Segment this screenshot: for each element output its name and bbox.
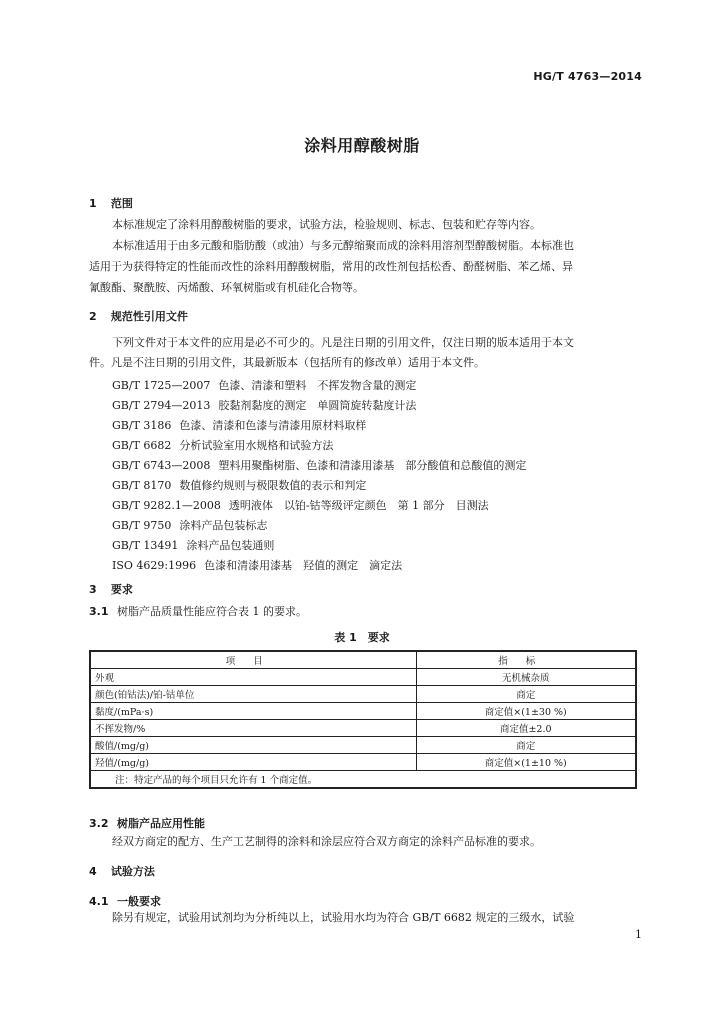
reference-title: 色漆、清漆和色漆与清漆用原材料取样 <box>179 419 367 432</box>
reference-title: 分析试验室用水规格和试验方法 <box>179 439 334 452</box>
reference-item <box>112 397 424 413</box>
section-number: 4 <box>89 865 97 878</box>
table-row <box>90 720 636 737</box>
reference-item <box>112 437 341 453</box>
reference-code: GB/T 13491 <box>112 539 179 552</box>
subsection-4-1-heading <box>89 893 161 909</box>
reference-code: GB/T 6743—2008 <box>112 459 211 472</box>
document-title: 涂料用醇酸树脂 <box>304 136 420 155</box>
subsection-number: 3.2 <box>89 817 109 830</box>
section-1-heading <box>89 195 133 211</box>
row-value: 商定值±2.0 <box>416 720 636 737</box>
table-caption: 表 1 要求 <box>334 631 390 644</box>
row-item: 颜色(铂钴法)/铂-钴单位 <box>90 686 416 703</box>
section-1-para-1: 本标准规定了涂料用醇酸树脂的要求，试验方法，检验规则、标志、包装和贮存等内容。 <box>112 218 541 231</box>
reference-code: GB/T 1725—2007 <box>112 379 211 392</box>
table-note: 注：特定产品的每个项目只允许有 1 个商定值。 <box>90 771 636 789</box>
table-header-row <box>90 651 636 669</box>
reference-title: 塑料用聚酯树脂、色漆和清漆用漆基 部分酸值和总酸值的测定 <box>218 459 527 472</box>
section-number: 2 <box>89 310 97 323</box>
reference-item <box>112 457 534 473</box>
reference-item <box>112 517 275 533</box>
reference-item <box>112 537 282 553</box>
row-value: 商定值×(1±30 %) <box>416 703 636 720</box>
row-item: 外观 <box>90 669 416 686</box>
subsection-title: 树脂产品应用性能 <box>117 817 205 830</box>
row-item: 不挥发物/% <box>90 720 416 737</box>
standard-number: HG/T 4763—2014 <box>533 70 642 83</box>
header-index: 指标 <box>416 651 636 669</box>
subsection-number: 4.1 <box>89 895 109 908</box>
section-2-intro-line: 下列文件对于本文件的应用是必不可少的。凡是注日期的引用文件，仅注日期的版本适用于本文 <box>112 336 574 349</box>
section-title: 范围 <box>110 197 133 210</box>
reference-code: GB/T 9282.1—2008 <box>112 499 221 512</box>
section-title: 规范性引用文件 <box>110 310 188 323</box>
reference-item <box>112 377 424 393</box>
section-number: 3 <box>89 583 97 596</box>
section-1-para-2-line: 氰酸酯、聚酰胺、丙烯酸、环氧树脂或有机硅化合物等。 <box>89 281 364 294</box>
header-item: 项目 <box>90 651 416 669</box>
section-2-intro-line: 件。凡是不注日期的引用文件，其最新版本（包括所有的修改单）适用于本文件。 <box>89 356 485 369</box>
subsection-3-1 <box>89 602 307 622</box>
section-2-heading <box>89 308 188 324</box>
table-row <box>90 737 636 754</box>
reference-item <box>112 557 410 573</box>
reference-title: 胶黏剂黏度的测定 单圆筒旋转黏度计法 <box>218 399 417 412</box>
section-1-para-2-line: 适用于为获得特定的性能而改性的涂料用醇酸树脂，常用的改性剂包括松香、酚醛树脂、苯乙烯、异 <box>89 260 573 273</box>
reference-title: 色漆和清漆用漆基 羟值的测定 滴定法 <box>204 559 403 572</box>
row-value: 商定 <box>416 686 636 703</box>
row-value: 商定 <box>416 737 636 754</box>
row-item: 酸值/(mg/g) <box>90 737 416 754</box>
subsection-number: 3.1 <box>89 605 109 618</box>
reference-item <box>112 417 374 433</box>
section-1-para-2-line: 本标准适用于由多元酸和脂肪酸（或油）与多元醇缩聚而成的涂料用溶剂型醇酸树脂。本标准也 <box>112 239 574 252</box>
row-item: 黏度/(mPa·s) <box>90 703 416 720</box>
reference-title: 数值修约规则与极限数值的表示和判定 <box>179 479 367 492</box>
reference-code: GB/T 6682 <box>112 439 172 452</box>
section-4-heading <box>89 863 155 879</box>
section-3-heading <box>89 581 133 597</box>
reference-code: GB/T 9750 <box>112 519 172 532</box>
subsection-text: 树脂产品质量性能应符合表 1 的要求。 <box>117 605 307 618</box>
row-value: 商定值×(1±10 %) <box>416 754 636 771</box>
reference-title: 涂料产品包装通则 <box>186 539 275 552</box>
row-value: 无机械杂质 <box>416 669 636 686</box>
reference-code: GB/T 2794—2013 <box>112 399 211 412</box>
reference-code: GB/T 3186 <box>112 419 172 432</box>
reference-code: ISO 4629:1996 <box>112 559 197 572</box>
page-number: 1 <box>635 928 642 941</box>
reference-title: 色漆、清漆和塑料 不挥发物含量的测定 <box>218 379 417 392</box>
subsection-4-1-text: 除另有规定，试验用试剂均为分析纯以上，试验用水均为符合 GB/T 6682 规定的三级水，试验 <box>112 911 575 924</box>
row-item: 羟值/(mg/g) <box>90 754 416 771</box>
subsection-title: 一般要求 <box>117 895 161 908</box>
reference-code: GB/T 8170 <box>112 479 172 492</box>
section-title: 试验方法 <box>110 865 155 878</box>
reference-title: 透明液体 以铂-钴等级评定颜色 第 1 部分 目测法 <box>228 499 489 512</box>
table-row <box>90 703 636 720</box>
reference-item <box>112 497 497 513</box>
section-number: 1 <box>89 197 97 210</box>
table-row <box>90 754 636 771</box>
table-note-row <box>90 771 636 789</box>
subsection-3-2-heading <box>89 815 205 831</box>
reference-title: 涂料产品包装标志 <box>179 519 268 532</box>
table-row <box>90 669 636 686</box>
requirements-table <box>89 650 637 789</box>
reference-item <box>112 477 374 493</box>
subsection-3-2-text: 经双方商定的配方、生产工艺制得的涂料和涂层应符合双方商定的涂料产品标准的要求。 <box>112 835 541 848</box>
section-title: 要求 <box>110 583 133 596</box>
table-row <box>90 686 636 703</box>
